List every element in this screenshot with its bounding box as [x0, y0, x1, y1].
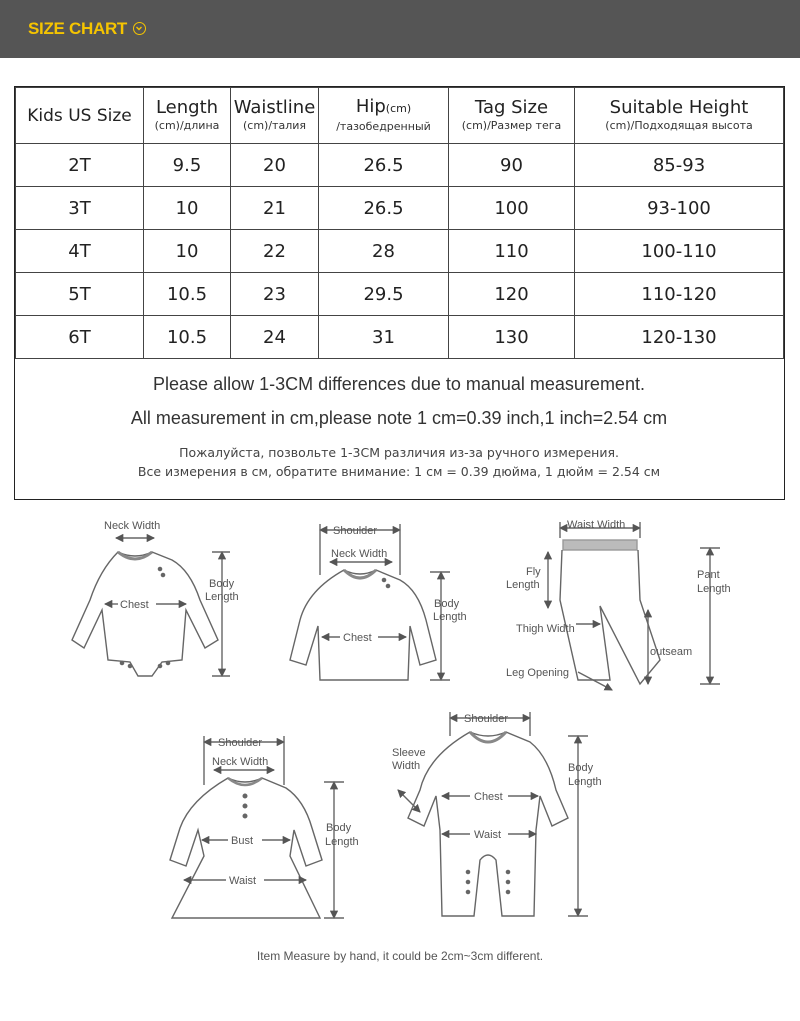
tshirt-length-label-2: Length	[433, 611, 467, 623]
dress-length-label-2: Length	[325, 836, 359, 848]
header-suitable-height: Suitable Height (cm)/Подходящая высота	[575, 88, 784, 144]
cell-length: 10.5	[144, 316, 231, 359]
bodysuit-chest-label: Chest	[120, 599, 149, 611]
pants-leg-label: Leg Opening	[506, 667, 569, 679]
table-header-row	[16, 88, 784, 144]
cell-tag-size: 110	[449, 230, 575, 273]
cell-height: 93-100	[575, 187, 784, 230]
size-table	[15, 87, 784, 359]
cell-size: 4T	[16, 230, 144, 273]
measurement-diagrams	[0, 505, 800, 945]
bodysuit-length-label-2: Length	[205, 591, 239, 603]
cell-size: 3T	[16, 187, 144, 230]
cell-length: 10.5	[144, 273, 231, 316]
dress-bust-label: Bust	[231, 835, 254, 847]
cell-height: 85-93	[575, 144, 784, 187]
header-hip: Hip(cm) /тазобедренный	[319, 88, 449, 144]
measurement-notes	[15, 367, 783, 481]
measure-disclaimer: Item Measure by hand, it could be 2cm~3cm different.	[256, 949, 544, 963]
bodysuit-outline	[72, 552, 218, 676]
romper-sleeve-label-1: Sleeve	[392, 747, 426, 759]
pants-fly-label-2: Length	[506, 579, 540, 591]
cell-length: 10	[144, 230, 231, 273]
pants-outseam-label: outseam	[650, 646, 693, 658]
header-tag-size: Tag Size (cm)/Размер тега	[449, 88, 575, 144]
pants-outline	[560, 550, 660, 684]
romper-shoulder-label: Shoulder	[464, 713, 509, 725]
note-en-2: All measurement in cm,please note 1 cm=0.39 inch,1 inch=2.54 cm	[130, 408, 668, 428]
tshirt-length-label-1: Body	[434, 598, 460, 610]
pants-length-label-2: Length	[697, 583, 731, 595]
table-row	[16, 144, 784, 187]
bodysuit-diagram	[72, 538, 230, 676]
cell-tag-size: 100	[449, 187, 575, 230]
table-row	[16, 187, 784, 230]
cell-waistline: 24	[231, 316, 319, 359]
table-row	[16, 230, 784, 273]
cell-waistline: 23	[231, 273, 319, 316]
cell-height: 120-130	[575, 316, 784, 359]
cell-hip: 28	[319, 230, 449, 273]
cell-tag-size: 120	[449, 273, 575, 316]
bodysuit-neck-label: Neck Width	[104, 520, 161, 532]
tshirt-neck-label: Neck Width	[331, 548, 388, 560]
cell-length: 10	[144, 187, 231, 230]
cell-size: 6T	[16, 316, 144, 359]
cell-height: 100-110	[575, 230, 784, 273]
cell-tag-size: 130	[449, 316, 575, 359]
cell-waistline: 20	[231, 144, 319, 187]
header-banner	[0, 0, 800, 58]
pants-thigh-label: Thigh Width	[516, 623, 575, 635]
cell-size: 2T	[16, 144, 144, 187]
note-en-1: Please allow 1-3CM differences due to manual measurement.	[153, 374, 645, 394]
romper-waist-label: Waist	[474, 829, 502, 841]
chevron-down-circle-icon	[133, 22, 146, 35]
pants-waist-label: Waist Width	[567, 519, 626, 531]
romper-outline	[408, 732, 568, 916]
cell-hip: 31	[319, 316, 449, 359]
dress-neck-label: Neck Width	[212, 756, 269, 768]
romper-chest-label: Chest	[474, 791, 503, 803]
dress-waist-label: Waist	[229, 875, 257, 887]
dress-shoulder-label: Shoulder	[218, 737, 263, 749]
cell-waistline: 21	[231, 187, 319, 230]
dress-length-label-1: Body	[326, 822, 352, 834]
header-length: Length (cm)/длина	[144, 88, 231, 144]
cell-hip: 29.5	[319, 273, 449, 316]
note-ru-1: Пожалуйста, позвольте 1-3CM различия из-за ручного измерения.	[179, 445, 619, 460]
cell-hip: 26.5	[319, 144, 449, 187]
cell-size: 5T	[16, 273, 144, 316]
tshirt-outline	[290, 570, 436, 680]
cell-tag-size: 90	[449, 144, 575, 187]
cell-hip: 26.5	[319, 187, 449, 230]
cell-waistline: 22	[231, 230, 319, 273]
pants-fly-label-1: Fly	[526, 566, 541, 578]
size-chart-box	[14, 86, 785, 500]
dress-outline	[170, 778, 322, 918]
pants-diagram	[548, 522, 720, 690]
tshirt-chest-label: Chest	[343, 632, 372, 644]
romper-length-label-1: Body	[568, 762, 594, 774]
romper-sleeve-label-2: Width	[392, 760, 421, 772]
tshirt-shoulder-label: Shoulder	[333, 525, 378, 537]
romper-length-label-2: Length	[568, 776, 602, 788]
note-ru-2: Все измерения в см, обратите внимание: 1 см = 0.39 дюйма, 1 дюйм = 2.54 см	[137, 464, 661, 479]
table-row	[16, 273, 784, 316]
table-row	[16, 316, 784, 359]
header-kids-size: Kids US Size	[16, 88, 144, 144]
romper-diagram	[398, 712, 588, 916]
cell-height: 110-120	[575, 273, 784, 316]
page-title: SIZE CHART	[28, 19, 128, 38]
bodysuit-length-label-1: Body	[209, 578, 235, 590]
cell-length: 9.5	[144, 144, 231, 187]
header-waistline: Waistline (cm)/талия	[231, 88, 319, 144]
pants-length-label-1: Pant	[697, 569, 720, 581]
